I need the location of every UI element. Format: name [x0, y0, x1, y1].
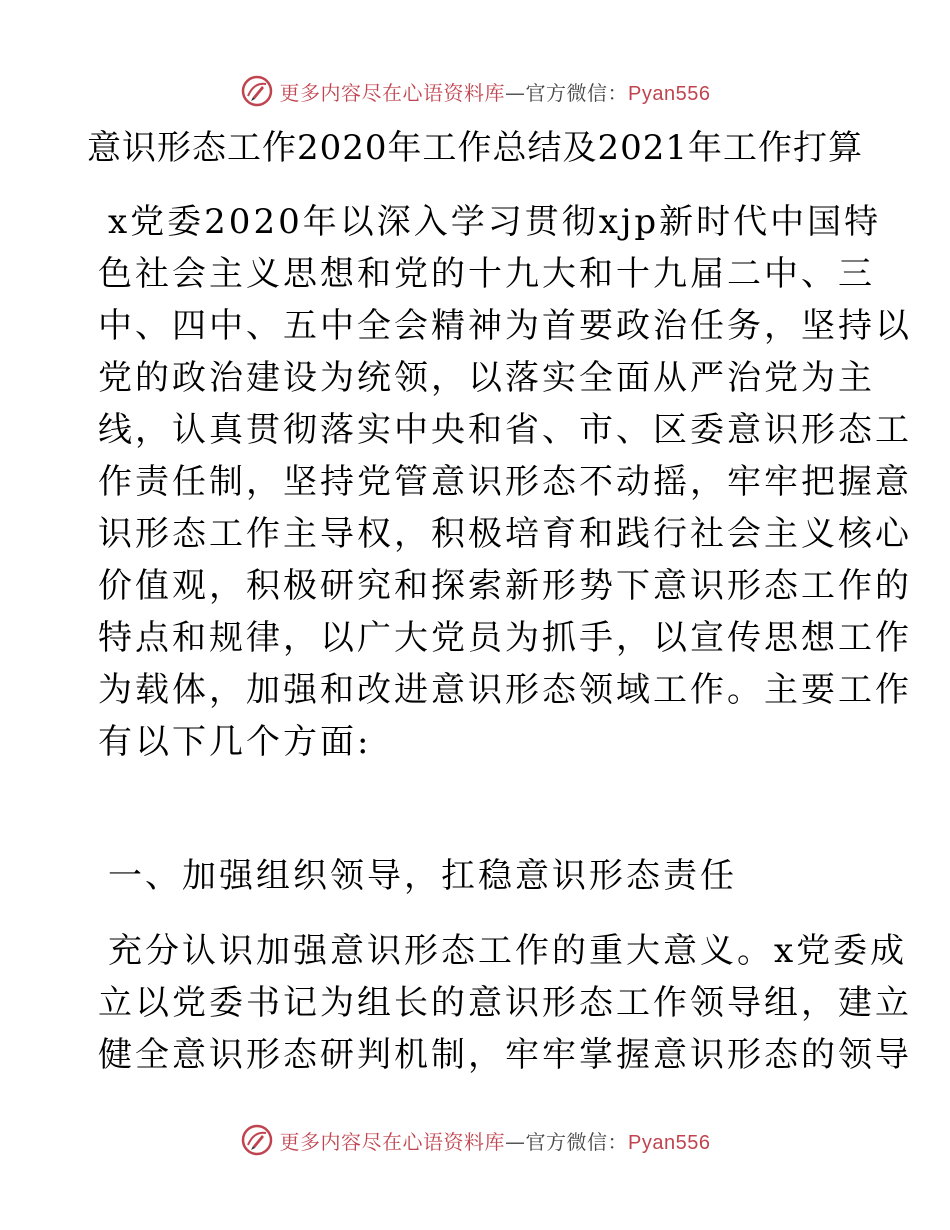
- paragraph-line: 识形态工作主导权，积极培育和践行社会主义核心: [98, 514, 912, 554]
- paragraph-line: 色社会主义思想和党的十九大和十九届二中、三: [98, 254, 875, 294]
- pen-swirl-logo-icon: [240, 1123, 274, 1157]
- paragraph-section-one: [98, 925, 912, 1081]
- paragraph-line: 特点和规律，以广大党员为抓手，以宣传思想工作: [98, 618, 912, 658]
- watermark-wechat-id: Pyan556: [628, 1131, 711, 1154]
- watermark-slogan: 更多内容尽在心语资料库: [279, 1129, 506, 1154]
- paragraph-line: x党委2020年以深入学习贯彻xjp新时代中国特: [108, 202, 882, 242]
- paragraph-line: 为载体，加强和改进意识形态领域工作。主要工作: [98, 670, 912, 710]
- footer-watermark-text: [280, 1126, 711, 1155]
- header-watermark-text: [280, 77, 711, 106]
- section-heading: [98, 850, 858, 902]
- watermark-official-label: 官方微信：: [525, 1129, 629, 1154]
- paragraph-line: 线，认真贯彻落实中央和省、市、区委意识形态工: [98, 410, 912, 450]
- paragraph-line: 充分认识加强意识形态工作的重大意义。x党委成: [108, 931, 908, 971]
- paragraph-line: 作责任制，坚持党管意识形态不动摇，牢牢把握意: [98, 462, 912, 502]
- watermark-dash: —: [505, 80, 526, 105]
- paragraph-intro: [98, 196, 912, 768]
- paragraph-line: 价值观，积极研究和探索新形势下意识形态工作的: [98, 566, 912, 606]
- watermark-dash: —: [505, 1129, 526, 1154]
- paragraph-line: 健全意识形态研判机制，牢牢掌握意识形态的领导: [98, 1035, 912, 1075]
- footer-watermark-banner: [0, 1120, 950, 1160]
- watermark-slogan: 更多内容尽在心语资料库: [279, 80, 506, 105]
- paragraph-line: 立以党委书记为组长的意识形态工作领导组，建立: [98, 983, 912, 1023]
- paragraph-line: 党的政治建设为统领，以落实全面从严治党为主: [98, 358, 875, 398]
- watermark-wechat-id: Pyan556: [628, 82, 711, 105]
- document-title: 意识形态工作2020年工作总结及2021年工作打算: [86, 128, 864, 168]
- header-watermark-banner: [0, 71, 950, 111]
- paragraph-line: 有以下几个方面:: [98, 722, 372, 762]
- section-heading-text: 一、加强组织领导，扛稳意识形态责任: [108, 856, 737, 896]
- paragraph-line: 中、四中、五中全会精神为首要政治任务，坚持以: [98, 306, 912, 346]
- pen-swirl-logo-icon: [240, 74, 274, 108]
- watermark-official-label: 官方微信：: [525, 80, 629, 105]
